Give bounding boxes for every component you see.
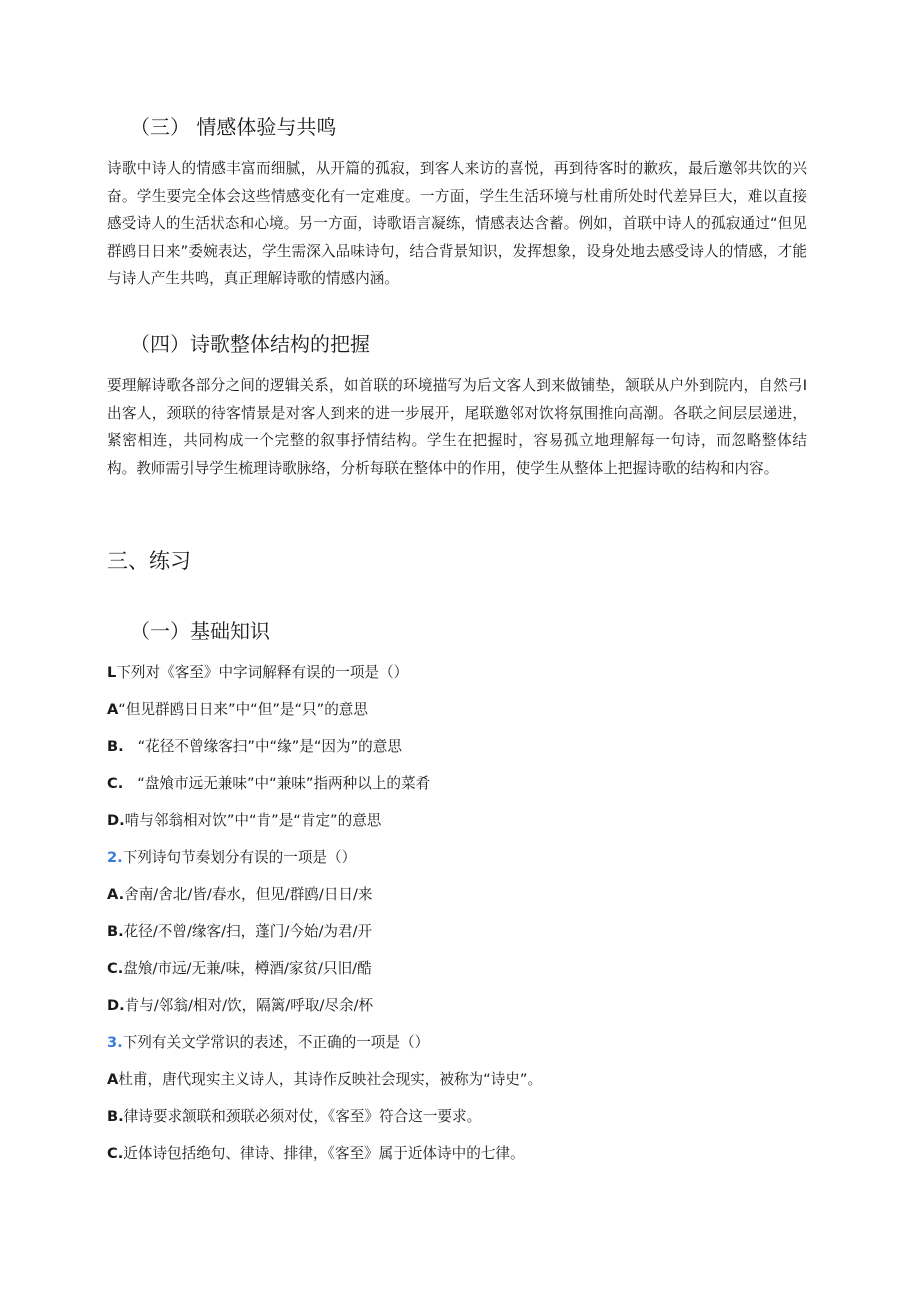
option-label: C. [107,1145,124,1162]
option-text: “但见群鸥日日来”中“但”是“只”的意思 [118,701,368,718]
option-text: 舍南/舍北/皆/春水，但见/群鸥/日日/来 [124,886,373,903]
section-body-emotion: 诗歌中诗人的情感丰富而细腻，从开篇的孤寂，到客人来访的喜悦，再到待客时的歉疚，最后邀邻共饮的兴奋。学生要完全体会这些情感变化有一定难度。一方面，学生生活环境与杜甫所处时代差异巨大，难以直接感受诗人的生活状态和心境。另一方面，诗歌语言凝练，情感表达含蓄。例如，首联中诗人的孤寂通过“但见群鸥日日来”委婉表达，学生需深入品味诗句，结合背景知识，发挥想象，设身处地去感受诗人的情感，才能与诗人产生共鸣，真正理解诗歌的情感内涵。 [107,160,807,287]
part-heading-exercises: 三、练习 [107,549,191,573]
question-stem: 下列诗句节奏划分有误的一项是（） [122,849,357,866]
option-2d [107,995,373,1017]
option-text: 律诗要求颔联和颈联必须对仗，《客至》符合这一要求。 [123,1108,482,1125]
option-2b [107,921,372,943]
question-2 [107,847,356,869]
section-heading-structure: （四）诗歌整体结构的把握 [130,332,370,356]
option-2a [107,884,373,906]
option-label: A [107,1071,119,1088]
question-number: L [107,664,117,681]
option-3b [107,1106,481,1128]
option-2c [107,958,372,980]
subsection-heading-basics: （一）基础知识 [130,619,270,643]
option-label: D. [107,997,125,1014]
option-label: C. [107,775,124,792]
option-label: B. [107,1108,124,1125]
option-text: 近体诗包括绝句、律诗、排律，《客至》属于近体诗中的七律。 [123,1145,525,1162]
option-text: 杜甫，唐代现实主义诗人，其诗作反映社会现实，被称为“诗史”。 [118,1071,543,1088]
option-1a [107,699,368,721]
option-text: “花径不曾缘客扫”中“缘”是“因为”的意思 [137,738,402,755]
option-1c [107,773,430,795]
question-3 [107,1032,429,1054]
option-1b [107,736,402,758]
option-1d [107,810,381,832]
question-1 [107,662,408,684]
question-number: 3. [107,1034,123,1051]
option-text: 啃与邻翁相对饮”中“肯”是“肯定”的意思 [124,812,382,829]
option-label: A [107,701,119,718]
option-label: B. [107,738,124,755]
option-label: D. [107,812,125,829]
option-label: B. [107,923,124,940]
section-body-structure: 要理解诗歌各部分之间的逻辑关系，如首联的环境描写为后文客人到来做铺垫，颔联从户外到院内，自然弓I出客人，颈联的待客情景是对客人到来的进一步展开，尾联邀邻对饮将氛围推向高潮。各联之间层层递进，紧密相连，共同构成一个完整的叙事抒情结构。学生在把握时，容易孤立地理解每一句诗，而忽略整体结构。教师需引导学生梳理诗歌脉络，分析每联在整体中的作用，使学生从整体上把握诗歌的结构和内容。 [107,377,807,477]
question-number: 2. [107,849,123,866]
option-text: 盘飧/市远/无兼/味，樽酒/家贫/只旧/酷 [123,960,372,977]
question-stem: 下列对《客至》中字词解释有误的一项是（） [116,664,409,681]
option-3c [107,1143,525,1165]
option-text: 花径/不曾/缘客/扫，蓬门/今始/为君/开 [123,923,373,940]
option-text: “盘飧市远无兼味”中“兼味”指两种以上的菜肴 [137,775,431,792]
section-heading-emotion: （三） 情感体验与共鸣 [130,115,337,139]
question-stem: 下列有关文学常识的表述，不正确的一项是（） [122,1034,430,1051]
option-text: 肯与/邻翁/相对/饮，隔篱/呼取/尽余/杯 [124,997,374,1014]
option-3a [107,1069,542,1091]
option-label: C. [107,960,124,977]
option-label: A. [107,886,125,903]
